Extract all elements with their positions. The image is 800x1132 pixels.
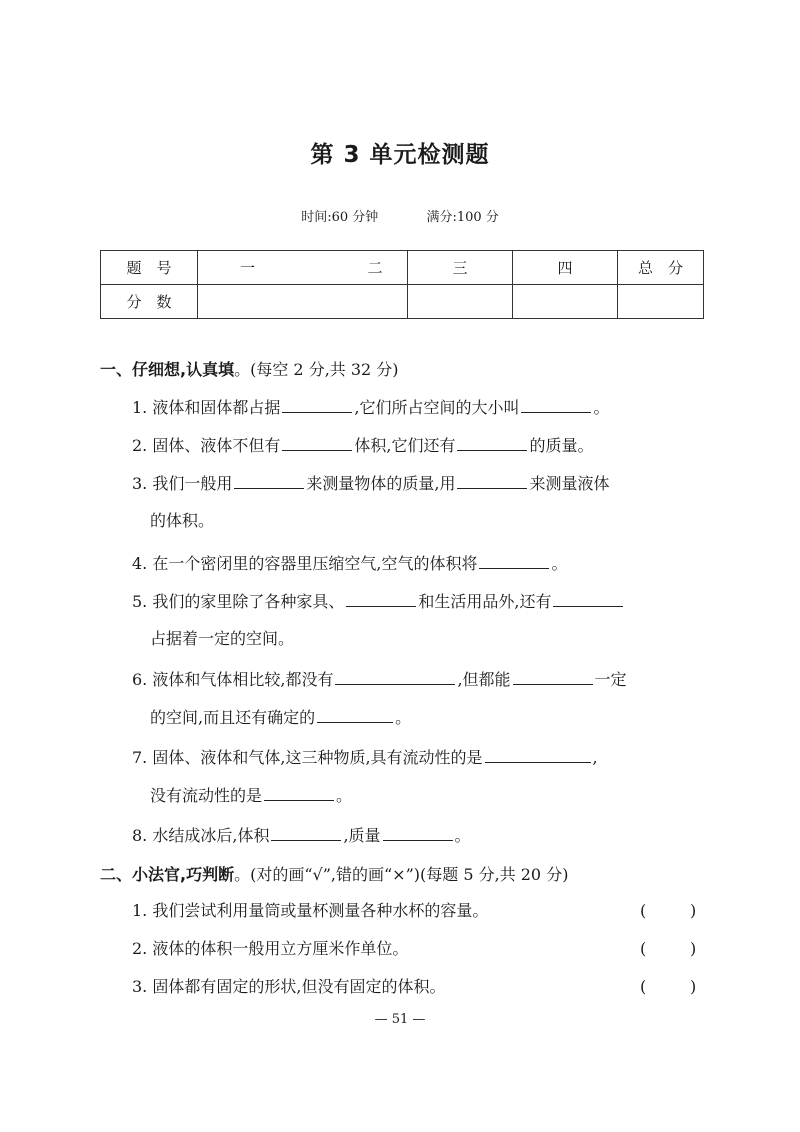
q-text: 。 <box>336 786 353 805</box>
q-text: ,质量 <box>343 826 381 845</box>
q-text: 5. 我们的家里除了各种家具、 <box>132 592 345 611</box>
question-2-1 <box>132 901 488 921</box>
answer-blank[interactable] <box>346 591 416 607</box>
answer-paren-close: ) <box>690 901 697 920</box>
q-text: 3. 固体都有固定的形状,但没有固定的体积。 <box>132 977 446 996</box>
header-cell-4: 四 <box>513 251 618 285</box>
q-text: 4. 在一个密闭里的容器里压缩空气,空气的体积将 <box>132 554 478 573</box>
answer-paren-close: ) <box>690 939 697 958</box>
exam-meta <box>0 206 800 225</box>
score-row-label: 分 数 <box>101 285 198 319</box>
answer-blank[interactable] <box>513 669 593 685</box>
section2-note: 。(对的画“√”,错的画“×”)(每题 5 分,共 20 分) <box>234 865 569 884</box>
question-1-6 <box>132 669 627 690</box>
q-text: 的体积。 <box>150 511 215 530</box>
answer-blank[interactable] <box>271 825 341 841</box>
question-1-7-cont <box>150 785 352 806</box>
answer-blank[interactable] <box>282 397 352 413</box>
score-cell-total[interactable] <box>618 285 704 319</box>
question-2-3 <box>132 977 445 997</box>
score-cell-1-2[interactable] <box>198 285 408 319</box>
q-text: 3. 我们一般用 <box>132 474 233 493</box>
q-text: , <box>592 748 598 767</box>
exam-time: 时间:60 分钟 <box>301 210 379 225</box>
answer-blank[interactable] <box>457 473 527 489</box>
header-cell-3: 三 <box>408 251 513 285</box>
q-text: 没有流动性的是 <box>150 786 263 805</box>
page-number: — 51 — <box>374 1012 426 1027</box>
answer-paren-open[interactable]: ( <box>640 939 647 958</box>
answer-paren-close: ) <box>690 977 697 996</box>
answer-blank[interactable] <box>457 435 527 451</box>
header-cell-1: 一 <box>198 251 344 285</box>
q-text: 2. 液体的体积一般用立方厘米作单位。 <box>132 939 409 958</box>
question-1-3-cont <box>150 511 214 531</box>
q-text: 和生活用品外,还有 <box>418 592 552 611</box>
question-1-1 <box>132 397 609 418</box>
question-1-2 <box>132 435 593 456</box>
question-2-2 <box>132 939 408 959</box>
q-text: 一定 <box>594 670 627 689</box>
score-cell-3[interactable] <box>408 285 513 319</box>
page-title: 第 3 单元检测题 <box>310 142 490 168</box>
answer-paren-open[interactable]: ( <box>640 901 647 920</box>
q-text: 7. 固体、液体和气体,这三种物质,具有流动性的是 <box>132 748 483 767</box>
q-text: ,但都能 <box>457 670 511 689</box>
question-1-3 <box>132 473 609 494</box>
q-text: 8. 水结成冰后,体积 <box>132 826 270 845</box>
question-1-5-cont <box>150 629 294 649</box>
q-text: 来测量液体 <box>529 474 610 493</box>
q-text: 的空间,而且还有确定的 <box>150 708 316 727</box>
q-text: 体积,它们还有 <box>354 436 456 455</box>
answer-blank[interactable] <box>521 397 591 413</box>
q-text: 。 <box>454 826 471 845</box>
answer-blank[interactable] <box>335 669 455 685</box>
q-text: 。 <box>395 708 412 727</box>
score-table-header-row <box>101 251 704 285</box>
score-table-score-row <box>101 285 704 319</box>
answer-blank[interactable] <box>264 785 334 801</box>
q-text: 占据着一定的空间。 <box>150 629 295 648</box>
header-cell-label: 题 号 <box>101 251 198 285</box>
question-1-5 <box>132 591 625 612</box>
score-cell-4[interactable] <box>513 285 618 319</box>
answer-blank[interactable] <box>479 553 549 569</box>
answer-blank[interactable] <box>485 747 591 763</box>
section1-note: 。(每空 2 分,共 32 分) <box>234 360 399 379</box>
section1-title <box>100 357 399 380</box>
header-cell-total: 总 分 <box>618 251 704 285</box>
question-1-6-cont <box>150 707 411 728</box>
question-1-8 <box>132 825 471 846</box>
exam-full-score: 满分:100 分 <box>426 210 499 225</box>
q-text: 6. 液体和气体相比较,都没有 <box>132 670 334 689</box>
q-text: 。 <box>593 398 610 417</box>
header-cell-2: 二 <box>343 251 408 285</box>
q-text: 的质量。 <box>529 436 594 455</box>
section1-heading: 一、仔细想,认真填 <box>100 360 235 379</box>
section2-title <box>100 862 568 885</box>
answer-paren-open[interactable]: ( <box>640 977 647 996</box>
q-text: 。 <box>551 554 568 573</box>
answer-blank[interactable] <box>317 707 393 723</box>
section2-heading: 二、小法官,巧判断 <box>100 865 235 884</box>
question-1-7 <box>132 747 598 768</box>
answer-blank[interactable] <box>234 473 304 489</box>
answer-blank[interactable] <box>553 591 623 607</box>
q-text: 1. 我们尝试利用量筒或量杯测量各种水杯的容量。 <box>132 901 489 920</box>
q-text: 1. 液体和固体都占据 <box>132 398 281 417</box>
answer-blank[interactable] <box>282 435 352 451</box>
q-text: 2. 固体、液体不但有 <box>132 436 281 455</box>
answer-blank[interactable] <box>383 825 453 841</box>
q-text: ,它们所占空间的大小叫 <box>354 398 520 417</box>
score-table <box>100 250 704 319</box>
q-text: 来测量物体的质量,用 <box>306 474 456 493</box>
question-1-4 <box>132 553 567 574</box>
